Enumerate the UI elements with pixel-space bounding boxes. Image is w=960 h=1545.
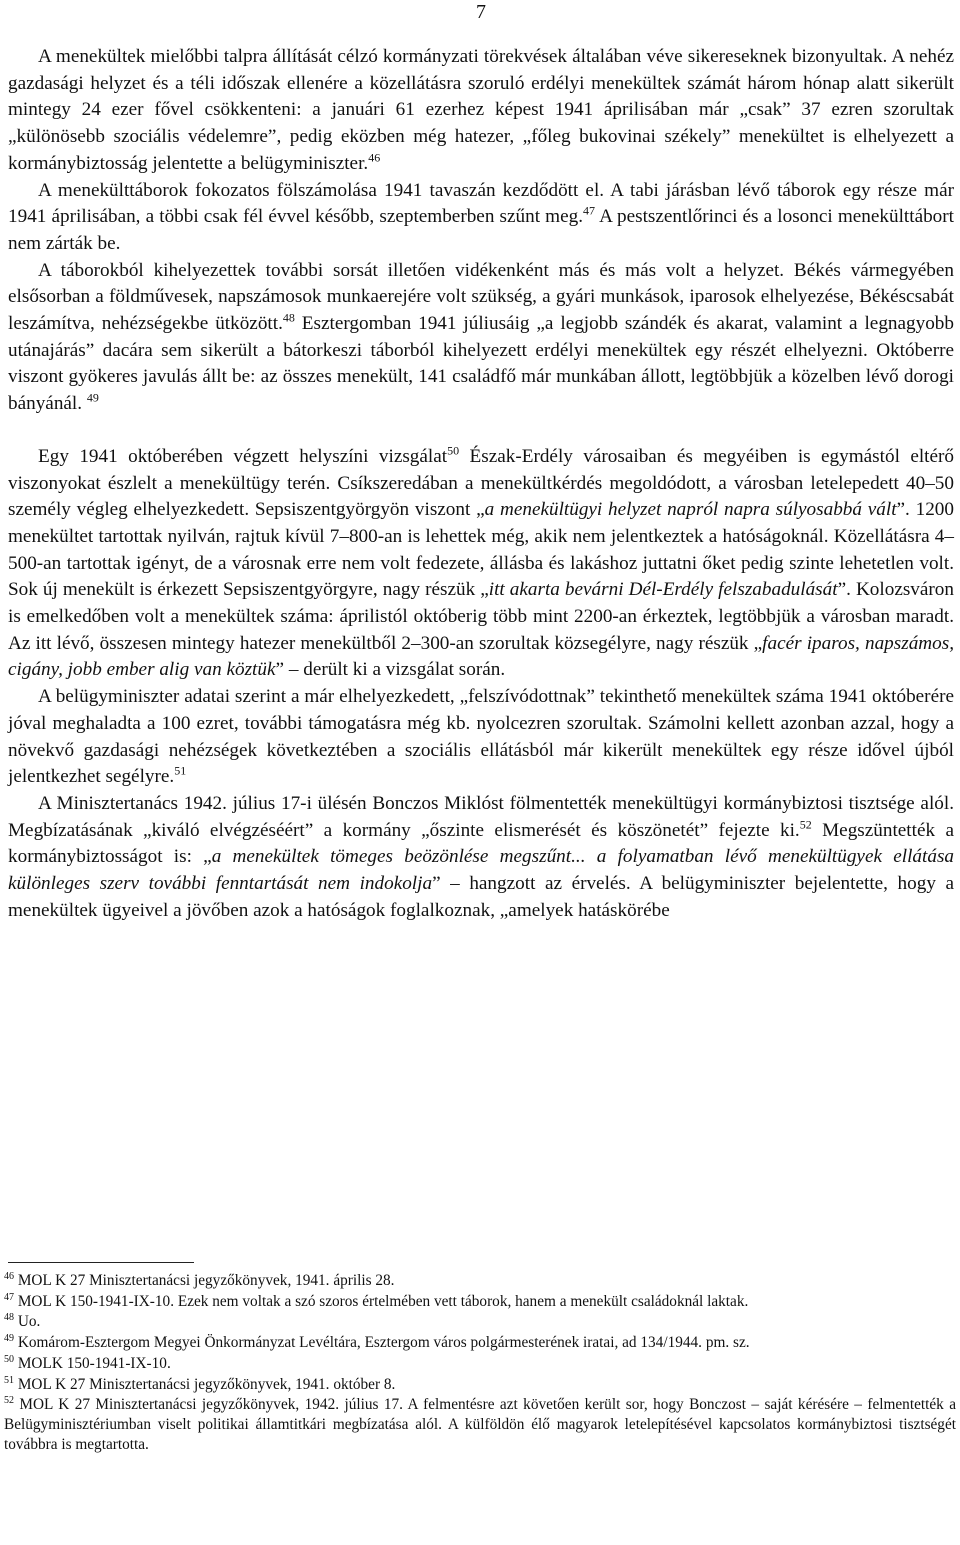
footnotes: [4, 1271, 956, 1455]
text-run: ” – derült ki a vizsgálat során.: [275, 659, 506, 681]
footnote-number: 51: [4, 1374, 14, 1386]
footnote-text: MOL K 27 Minisztertanácsi jegyzőkönyvek, 1941. október 8.: [14, 1375, 396, 1393]
footnote-ref: 50: [447, 443, 460, 458]
footnote: [4, 1312, 956, 1332]
paragraph: [8, 178, 954, 258]
italic-quote: a menekültügyi helyzet napról napra súlyosabbá vált: [484, 499, 897, 521]
paragraph: [8, 258, 954, 418]
footnote: [4, 1375, 956, 1395]
text-run: Észak-Erdély városaiban és megyéiben is egymástól eltérő viszonyokat észlelt a menekültügy terén. Csíkszeredában a menekültkérdés megoldódott, a városban letelepedett 40–50 személy végleg elhelyezkedett. Sepsiszentgyörgyön viszont „: [8, 445, 955, 521]
italic-quote: itt akarta bevárni Dél-Erdély felszabadulását: [488, 579, 838, 601]
main-text: [8, 44, 954, 925]
text-run: Megszüntették a kormánybiztosságot is: „: [8, 819, 954, 868]
text-run: ” – hangzott az érvelés. A belügyminiszter bejelentette, hogy a menekültek ügyeivel a jövőben azok a hatóságok foglalkoznak, „amelyek hatáskörébe: [8, 873, 955, 921]
paragraph: [8, 684, 954, 791]
footnote-text: MOL K 27 Minisztertanácsi jegyzőkönyvek, 1941. április 28.: [14, 1272, 395, 1289]
footnote-number: 52: [4, 1395, 14, 1407]
italic-quote: facér iparos, napszámos, cigány, jobb ember alig van köztük: [8, 632, 955, 681]
footnote: [4, 1395, 956, 1454]
text-run: A táborokból kihelyezettek további sorsát illetően vidékenként más és más volt a helyzet. Békés vármegyében elsősorban a földművesek, napszámosok munkaerejére volt szükség, a gyári munkások, iparosok elhelyezése, Békéscsabát leszámítva, nehézségekbe ütközött.: [8, 259, 954, 335]
footnote-number: 47: [4, 1291, 14, 1303]
text-run: A menekülttáborok fokozatos fölszámolása 1941 tavaszán kezdődött el. A tabi járásban lévő táborok egy része már 1941 áprilisában, a többi csak fél évvel később, szeptemberben szűnt meg.: [8, 179, 954, 228]
footnote: [4, 1292, 956, 1312]
paragraph: [8, 791, 954, 925]
footnote-separator: [8, 1262, 194, 1263]
footnote-ref: 49: [86, 390, 99, 405]
footnote-number: 49: [4, 1333, 14, 1345]
text-run: A belügyminiszter adatai szerint a már elhelyezkedett, „felszívódottnak” tekinthető menekültek száma 1941 októberére jóval meghaladta a 100 ezret, további támogatásra még kb. nyolcezren szorultak. Számolni kellett azonban azzal, hogy a növekvő gazdasági nehézségek következtében a szociális ellátásból már kikerült menekültek egy része idővel újból jelentkezhet segélyre.: [8, 686, 954, 788]
text-run: ”. 1200 menekültet tartottak nyilván, rajtuk kívül 7–800-an is lehettek még, akik nem jelentkeztek a hatóságoknál. Közellátásra 4–500-an tartottak igényt, de a városnak erre nem volt fedezete, állásba és lakáshoz juttatni őket pedig szinte lehetetlen volt. Sok új menekült is érkezett Sepsiszentgyörgyre, nagy részük „: [8, 499, 954, 601]
text-run: ”. Kolozsváron is emelkedőben volt a menekültek száma: áprilistól októberig több mint 2200-an érkeztek, legtöbbjük a városban maradt. Az itt lévő, összesen mintegy hatezer menekültből 2–300-an szorultak közsegélyre, nagy részük „: [8, 579, 954, 654]
footnote-text: MOL K 150-1941-IX-10. Ezek nem voltak a szó szoros értelmében vett táborok, hanem a menekült családoknál laktak.: [14, 1292, 749, 1310]
footnote-text: MOLK 150-1941-IX-10.: [14, 1354, 171, 1372]
paragraph: [8, 444, 954, 684]
footnote-number: 46: [4, 1270, 14, 1282]
footnote-number: 48: [4, 1312, 14, 1324]
footnote-ref: 46: [368, 150, 381, 165]
footnote-ref: 47: [583, 203, 595, 218]
footnote-ref: 48: [282, 310, 295, 325]
footnote-text: MOL K 27 Minisztertanácsi jegyzőkönyvek, 1942. július 17. A felmentésre azt követően került sor, hogy Bonczost – saját kérésére – felmentették a Belügyminisztériumban viselt politikai államtitkári megbízatása alól. A külföldön élő magyarok letelepítésével kapcsolatos kormánybiztosi tisztségét továbbra is megtartotta.: [4, 1396, 956, 1453]
footnote-number: 50: [4, 1353, 14, 1365]
text-run: A menekültek mielőbbi talpra állítását célzó kormányzati törekvések általában véve sikereseknek bizonyultak. A nehéz gazdasági helyzet és a téli időszak ellenére a közellátásra szoruló erdélyi menekültek számát három hónap alatt sikerült mintegy 24 ezer fővel csökkenteni: a januári 61 ezerhez képest 1941 áprilisában már „csak” 37 ezren szorultak „különösebb szociális védelemre”, pedig eközben még hatezer, „főleg bukovinai székely” menekültet is elhelyezett a kormánybiztosság jelentette a belügyminiszter.: [8, 46, 954, 174]
footnote-ref: 52: [799, 817, 812, 832]
footnote-text: Uo.: [14, 1313, 41, 1331]
footnote-text: Komárom-Esztergom Megyei Önkormányzat Levéltára, Esztergom város polgármesterének iratai, ad 134/1944. pm. sz.: [14, 1334, 750, 1352]
page-number: 7: [476, 1, 486, 23]
footnote: [4, 1271, 956, 1291]
text-run: Egy 1941 októberében végzett helyszíni vizsgálat: [38, 445, 448, 467]
text-run: Esztergomban 1941 júliusáig „a legjobb szándék és akarat, valamint a legnagyobb utánajárás” dacára sem sikerült a bátorkeszi táborból kihelyezett erdélyi menekültek egy részét elhelyezni. Októberre viszont gyökeres javulás állt be: az összes menekült, 141 családfő már munkában állott, legtöbbjük a közelben lévő dorogi bányánál.: [8, 313, 954, 415]
italic-quote: a menekültek tömeges beözönlése megszűnt... a folyamatban lévő menekültügyek ellátása különleges szerv további fenntartását nem indokolja: [8, 846, 954, 895]
footnote-ref: 51: [174, 763, 187, 778]
paragraph: [8, 44, 954, 178]
footnote: [4, 1333, 956, 1353]
text-run: A Minisztertanács 1942. július 17-i ülésén Bonczos Miklóst fölmentették menekültügyi kormánybiztosi tisztsége alól. Megbízatásának „kiváló elvégzéséért” a kormány „őszinte elismerését és köszönetét” fejezte ki.: [8, 792, 954, 841]
footnote: [4, 1354, 956, 1374]
text-run: A pestszentlőrinci és a losonci menekülttábort nem zárták be.: [8, 206, 954, 254]
